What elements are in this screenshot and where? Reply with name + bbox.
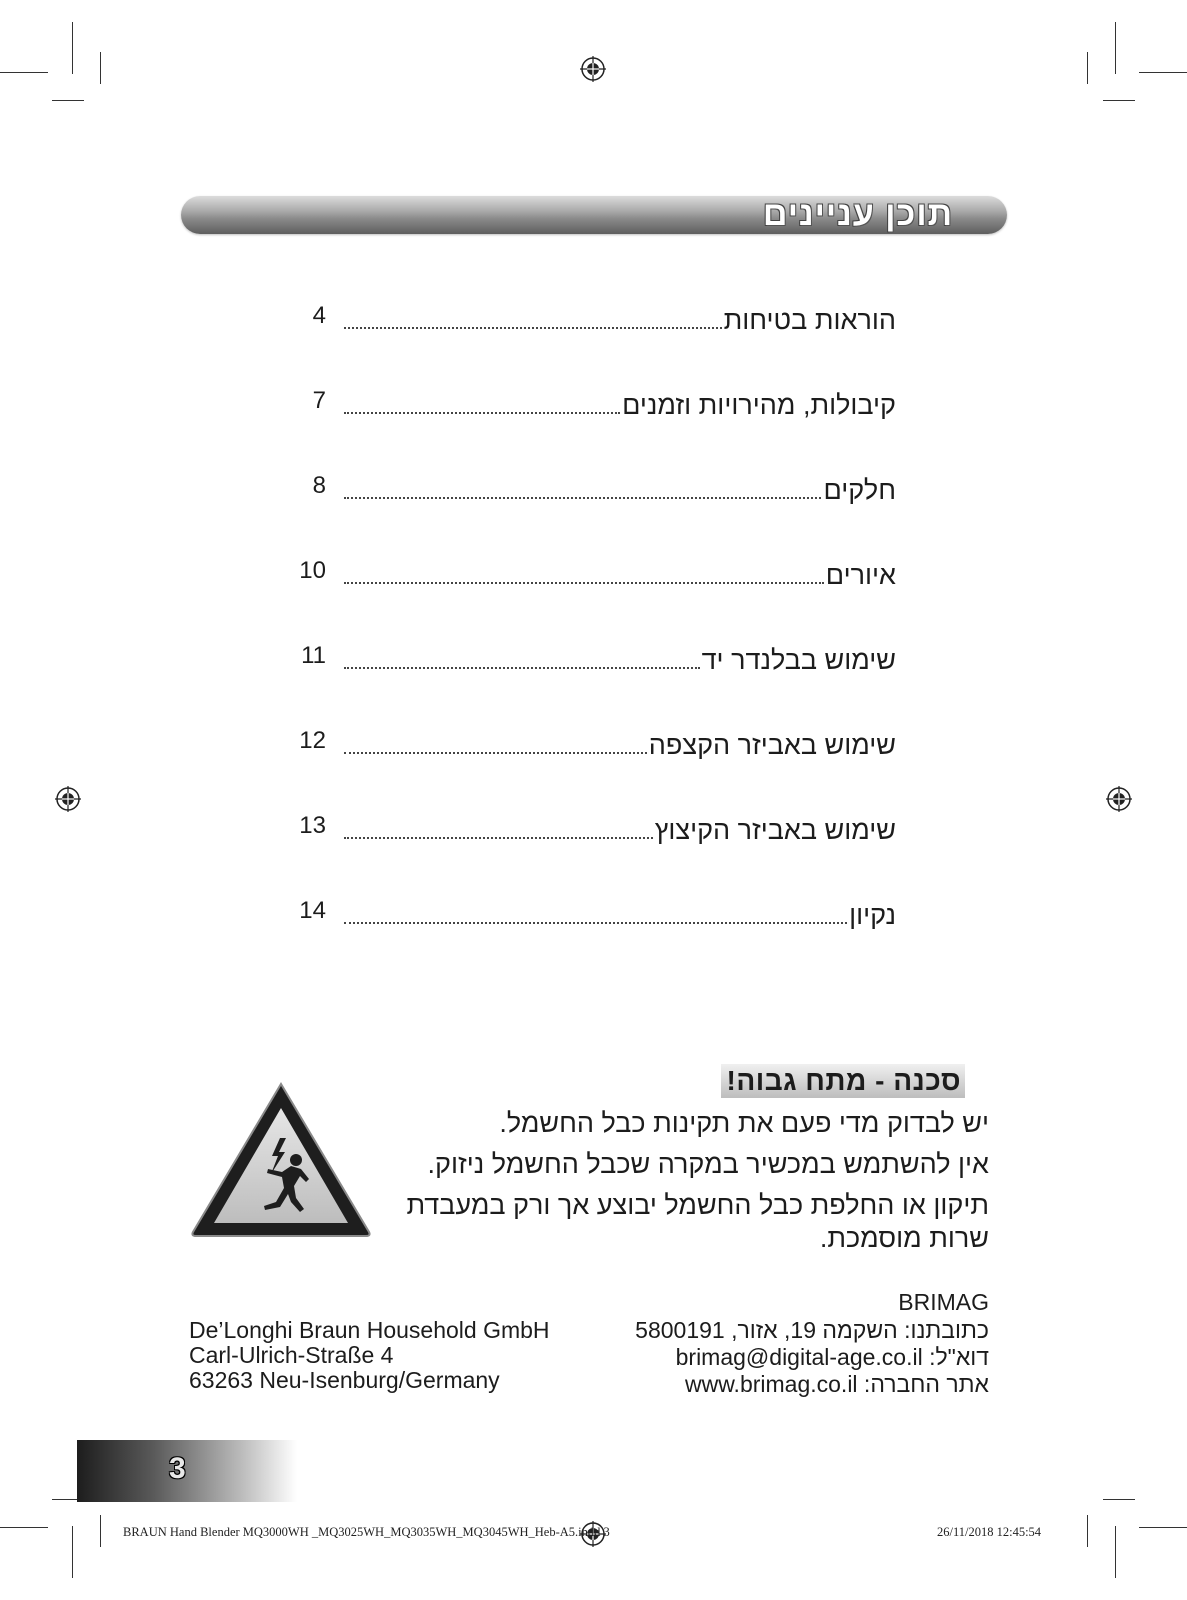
toc-title: הוראות בטיחות	[722, 302, 896, 338]
toc-row[interactable]	[290, 383, 896, 423]
crop-mark	[72, 22, 73, 74]
slug-timestamp: 26/11/2018 12:45:54	[937, 1525, 1042, 1539]
page-number-tab	[77, 1440, 297, 1502]
toc-title: קיבולות, מהירויות וזמנים	[620, 387, 896, 423]
title-bar	[181, 196, 1007, 234]
registration-mark-icon	[1106, 786, 1132, 812]
toc-row[interactable]	[290, 638, 896, 678]
toc-title: שימוש באביזר הקיצוץ	[653, 812, 896, 848]
importer-email: דוא"ל: brimag@digital-age.co.il	[675, 1344, 989, 1370]
page-title: תוכן עניינים	[762, 195, 953, 233]
importer-website: אתר החברה: www.brimag.co.il	[685, 1371, 989, 1397]
toc-leader	[344, 836, 653, 839]
toc-page-number: 8	[312, 472, 326, 499]
manufacturer-street: Carl-Ulrich-Straße 4	[189, 1342, 394, 1368]
toc-title: שימוש באביזר הקצפה	[647, 727, 896, 763]
toc-leader	[344, 496, 821, 499]
toc-leader	[344, 751, 647, 754]
crop-mark	[1103, 1499, 1135, 1500]
crop-mark	[100, 1515, 101, 1547]
crop-mark	[1103, 100, 1135, 101]
manufacturer-city: 63263 Neu-Isenburg/Germany	[189, 1367, 500, 1393]
toc-title: חלקים	[821, 472, 896, 508]
crop-mark	[52, 100, 84, 101]
page-number: 3	[169, 1452, 186, 1485]
warning-line: תיקון או החלפת כבל החשמל יבוצע אך ורק במעבדת	[406, 1190, 989, 1220]
crop-mark	[1087, 1515, 1088, 1547]
toc-leader	[344, 411, 620, 414]
high-voltage-warning-icon	[188, 1078, 374, 1240]
toc-title: שימוש בבלנדר יד	[700, 642, 896, 678]
warning-line: אין להשתמש במכשיר במקרה שכבל החשמל ניזוק.	[427, 1149, 989, 1179]
crop-mark	[1139, 1527, 1187, 1528]
registration-mark-icon	[580, 56, 606, 82]
toc-page-number: 12	[299, 727, 326, 754]
crop-mark	[1139, 72, 1187, 73]
toc-title: נקיון	[847, 897, 896, 933]
crop-mark	[1115, 22, 1116, 74]
slug-file: BRAUN Hand Blender MQ3000WH _MQ3025WH_MQ3035WH_MQ3045WH_Heb-A5.indd 3	[123, 1525, 610, 1539]
toc-page-number: 13	[299, 812, 326, 839]
toc-leader	[344, 921, 847, 924]
toc-page-number: 7	[312, 387, 326, 414]
importer-name: BRIMAG	[898, 1289, 989, 1315]
manufacturer-name: De’Longhi Braun Household GmbH	[189, 1317, 550, 1343]
toc-row[interactable]	[290, 808, 896, 848]
toc-leader	[344, 666, 700, 669]
toc-page-number: 10	[299, 557, 326, 584]
importer-address-line: כתובתנו: השקמה 19, אזור, 5800191	[635, 1317, 989, 1343]
registration-mark-icon	[55, 786, 81, 812]
crop-mark	[1087, 52, 1088, 84]
toc-page-number: 4	[312, 302, 326, 329]
toc-row[interactable]	[290, 553, 896, 593]
toc-title: איורים	[824, 557, 896, 593]
toc-page-number: 11	[301, 642, 326, 669]
warning-heading: סכנה - מתח גבוה!	[721, 1064, 966, 1098]
crop-mark	[1115, 1526, 1116, 1578]
toc-leader	[344, 326, 722, 329]
toc-row[interactable]	[290, 893, 896, 933]
toc-leader	[344, 581, 824, 584]
crop-mark	[72, 1526, 73, 1578]
crop-mark	[0, 72, 48, 73]
crop-mark	[0, 1527, 48, 1528]
warning-line: יש לבדוק מדי פעם את תקינות כבל החשמל.	[499, 1108, 989, 1138]
toc-row[interactable]	[290, 298, 896, 338]
toc-row[interactable]	[290, 723, 896, 763]
toc-page-number: 14	[299, 897, 326, 924]
warning-line: שרות מוסמכת.	[819, 1223, 989, 1253]
toc-row[interactable]	[290, 468, 896, 508]
crop-mark	[100, 52, 101, 84]
